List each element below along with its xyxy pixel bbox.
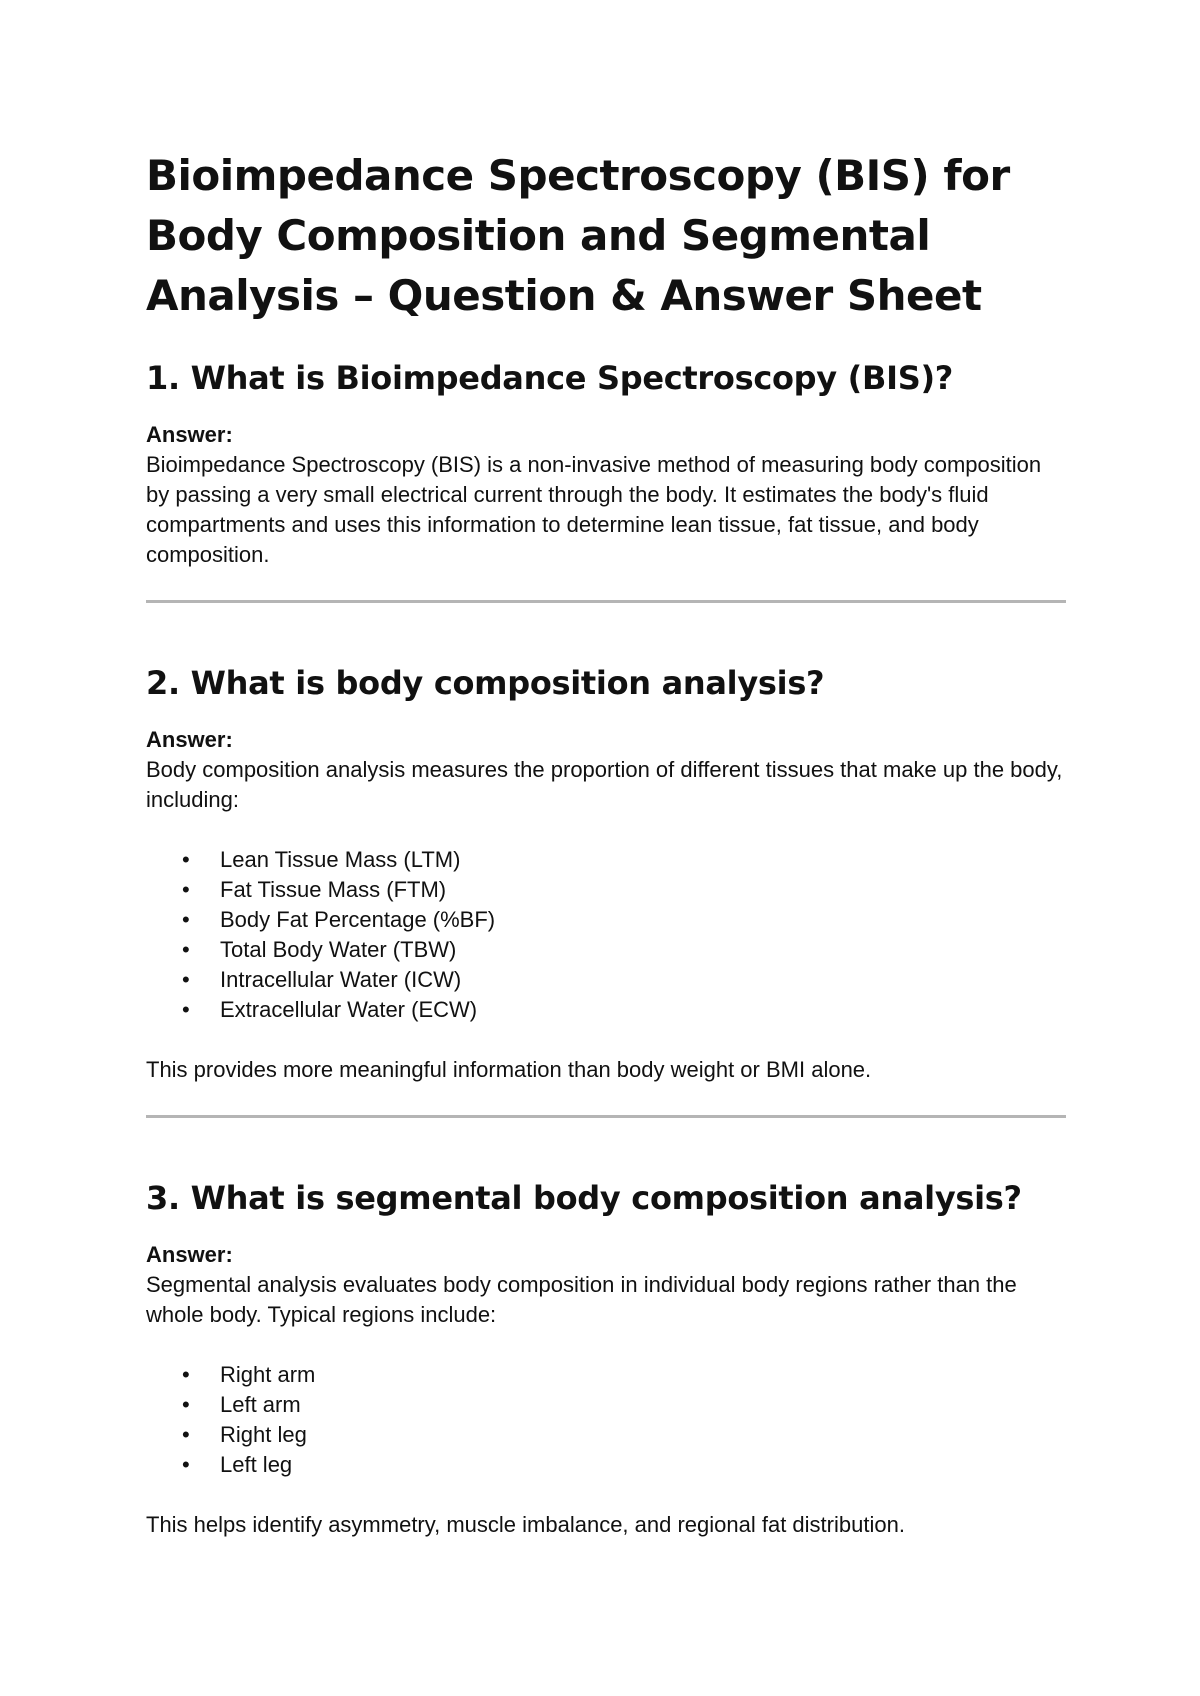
answer-3-summary: This helps identify asymmetry, muscle imbalance, and regional fat distribution. <box>146 1512 905 1537</box>
list-item: • Left leg <box>182 1450 1066 1480</box>
list-item: • Right leg <box>182 1420 1066 1450</box>
list-item: • Fat Tissue Mass (FTM) <box>182 875 1066 905</box>
question-2-title: 2. What is body composition analysis? <box>146 664 825 702</box>
document-title: Bioimpedance Spectroscopy (BIS) for Body Composition and Segmental Analysis – Question & Answer Sheet <box>146 151 1010 320</box>
answer-1-text: Bioimpedance Spectroscopy (BIS) is a non-invasive method of measuring body composition by passing a very small electrical current through the body. It estimates the body's fluid compartments and uses this information to determine lean tissue, fat tissue, and body composition. <box>146 452 1042 567</box>
list-item: • Lean Tissue Mass (LTM) <box>182 845 1066 875</box>
qa-section-3 <box>146 1176 1066 1540</box>
question-3-title: 3. What is segmental body composition analysis? <box>146 1179 1022 1217</box>
question-1-title: 1. What is Bioimpedance Spectroscopy (BIS)? <box>146 359 954 397</box>
section-divider <box>146 600 1066 603</box>
list-item: • Body Fat Percentage (%BF) <box>182 905 1066 935</box>
list-item: • Right arm <box>182 1360 1066 1390</box>
qa-section-1 <box>146 356 1066 603</box>
answer-1-label: Answer: <box>146 422 233 447</box>
answer-2-text: Body composition analysis measures the proportion of different tissues that make up the body, including: <box>146 757 1063 812</box>
answer-3-text: Segmental analysis evaluates body composition in individual body regions rather than the whole body. Typical regions include: <box>146 1272 1017 1327</box>
body-composition-list <box>146 845 1066 1025</box>
list-item: • Extracellular Water (ECW) <box>182 995 1066 1025</box>
list-item: • Intracellular Water (ICW) <box>182 965 1066 995</box>
section-divider <box>146 1115 1066 1118</box>
answer-2-label: Answer: <box>146 727 233 752</box>
list-item: • Left arm <box>182 1390 1066 1420</box>
list-item: • Total Body Water (TBW) <box>182 935 1066 965</box>
qa-section-2 <box>146 661 1066 1118</box>
answer-2-summary: This provides more meaningful information than body weight or BMI alone. <box>146 1057 872 1082</box>
body-regions-list <box>146 1360 1066 1480</box>
document-page <box>146 146 1066 1540</box>
answer-3-label: Answer: <box>146 1242 233 1267</box>
